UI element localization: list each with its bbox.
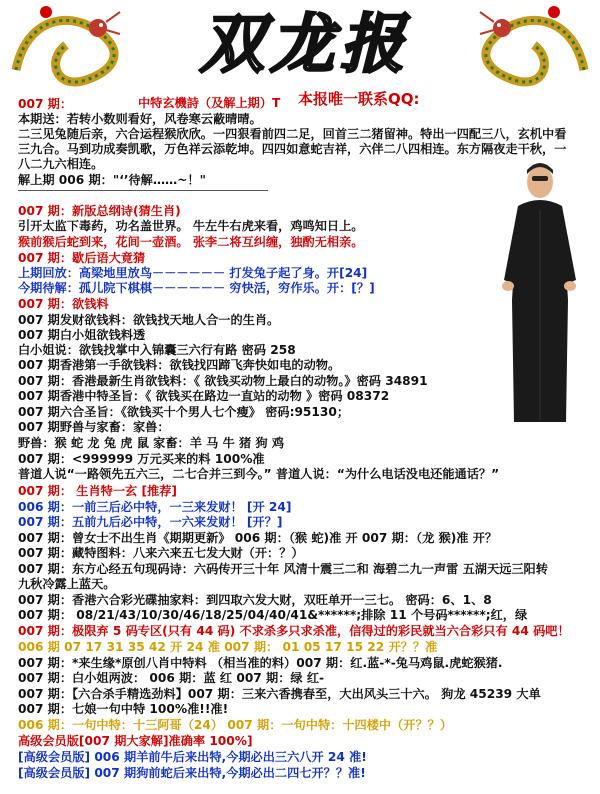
line-36: 007 期：白小姐两波： 006 期：蓝 红 007 期：绿 红- <box>18 671 325 685</box>
line-40: 高级会员版[007 期大家解]准确率 100%] <box>18 734 253 748</box>
line-11: 今期待解：孤儿院下棋棋－－－－－－ 穷快活，穷作乐。开：[？] <box>18 281 375 295</box>
line-28: 007 期：藏特图料：八来六来五七发大财（开：？） <box>18 546 304 560</box>
header <box>0 0 600 96</box>
line-39: 006 期：一句中特：十三阿哥（24） 007 期：一句中特：十四楼中（开？？） <box>18 718 453 732</box>
line-29: 007 期：东方心经五句现码诗：六码传开三十年 风清十震三二和 海碧二九一声雷 五湖天远三阳转 <box>18 562 548 576</box>
line-1: 本期送：若转小数则看好，风卷寒云蔽晴晴。 <box>18 112 262 126</box>
line-0: 007 期： <box>18 97 73 111</box>
line-38: 007 期：七娘一句中特 100%准!!准! <box>18 702 229 716</box>
line-35: 007 期：*来生缘*原创八肖中特料 （相当准的料）007 期：红.蓝-*-兔马鸡鼠.虎蛇猴猪. <box>18 656 503 670</box>
line-22: 007 期：<999999 万元买来的料 100%准 <box>18 452 265 466</box>
contact-qq: 本报唯一联系QQ: <box>298 90 420 108</box>
line-33: 007 期：极限弃 5 码专区(只有 44 码) 不求杀多只求杀准，信得过的彩民就当六合彩只有 44 码吧！ <box>18 624 570 638</box>
line-26: 007 期：五前九后必中特，一六来发财！ [开？] <box>18 515 283 529</box>
person-illustration-icon <box>496 160 580 425</box>
line-12: 007 期：欲钱料 <box>18 297 109 311</box>
line-13: 007 期发财欲钱料：欲钱找天地人合一的生肖。 <box>18 313 280 327</box>
line-21: 野兽：猴 蛇 龙 兔 虎 鼠 家畜：羊 马 牛 猪 狗 鸡 <box>18 436 285 450</box>
poem-title: 中特玄機詩（及解上期）T <box>138 96 281 110</box>
line-20: 007 期野兽与家畜：家兽： <box>18 420 170 434</box>
line-41: [高级会员版] 006 期羊前牛后来出特,今期必出三六八开 24 准! <box>18 750 367 764</box>
line-10: 上期回放：高梁地里放鸟－－－－－－ 打发兔子起了身。开[24] <box>18 266 368 280</box>
dragon-right-icon <box>476 0 594 92</box>
line-18: 007 期香港中特圣旨：《 欲钱买在路边一直站的动物 》密码 08372 <box>18 389 390 403</box>
line-8: 猴前猴后蛇到来，花间一壶酒。 张李二将互纠缠，独酌无相亲。 <box>18 235 364 249</box>
line-30: 九秋冷露上蓝天。 <box>18 577 116 591</box>
line-42: [高级会员版] 007 期狗前蛇后来出特,今期必出二四七开？？准! <box>18 766 366 780</box>
line-32: 007 期： 08/21/43/10/30/46/18/25/04/40/41&******;排除 11 个号码******;红，绿 <box>18 608 528 622</box>
line-37: 007 期：【六合杀手精选劲料】007 期：三来六香携春至，大出风头三十六。 狗龙 45239 大单 <box>18 687 541 701</box>
divider <box>18 190 268 191</box>
line-24: 007 期： 生肖特一玄 [推荐] <box>18 484 177 498</box>
line-15: 白小姐说：欲钱找掌中入锦囊三六行有路 密码 258 <box>18 343 296 357</box>
line-14: 007 期白小姐欲钱料透 <box>18 328 146 342</box>
line-19: 007 期六合圣旨：《欲钱买十个男人七个瘦》 密码:95130； <box>18 405 350 419</box>
dragon-left-icon <box>6 0 124 92</box>
line-4: 八二九六相连。 <box>18 157 104 171</box>
line-25: 006 期：一前三后必中特，一三来发财！ [开 24] <box>18 500 292 514</box>
line-17: 007 期：香港最新生肖欲钱料：《 欲钱买动物上最白的动物。》密码 34891 <box>18 374 428 388</box>
line-6: 007 期：新版总纲诗(猜生肖) <box>18 204 181 218</box>
line-7: 引开太监下毒药，功名盖世界。 牛左牛右虎来看，鸡鸣知日上。 <box>18 219 364 233</box>
line-31: 007 期：香港六合彩光碟抽家料：到四取六发大财，双旺单开一三七。 密码：6、1、8 <box>18 593 492 607</box>
newspaper-title: 双龙报 <box>200 7 410 82</box>
line-23: 普道人说“一路领先五六三，二七合并三到今。” 普道人说：“为什么电话没电还能通话？” <box>18 467 500 481</box>
line-27: 007 期：曾女士不出生肖《期期更新》 006 期：（猴 蛇)准 开 007 期：（龙 猴)准 开？ <box>18 531 498 545</box>
line-34: 006 期 07 17 31 35 42 开 24 准 007 期： 01 05 17 15 22 开？？准 <box>18 640 438 654</box>
line-16: 007 期香港第一手欲钱料：欲钱找四蹄飞奔快如电的动物。 <box>18 358 341 372</box>
line-5: 解上期 006 期："‘’待解……~！" <box>18 173 206 187</box>
line-9: 007 期：歇后语大竟猜 <box>18 251 146 265</box>
line-2: 二三见兔随后亲，六合运程猴欣欣。一四狠看前四二足，回首三二猪留神。特出一四配三八，玄机中看 <box>18 127 567 141</box>
line-3: 三九合。马到功成奏凯歌，万色祥云添乾坤。四四如意蛇吉祥，六伴二八四相连。东方隔夜走干秋，一 <box>18 142 567 156</box>
